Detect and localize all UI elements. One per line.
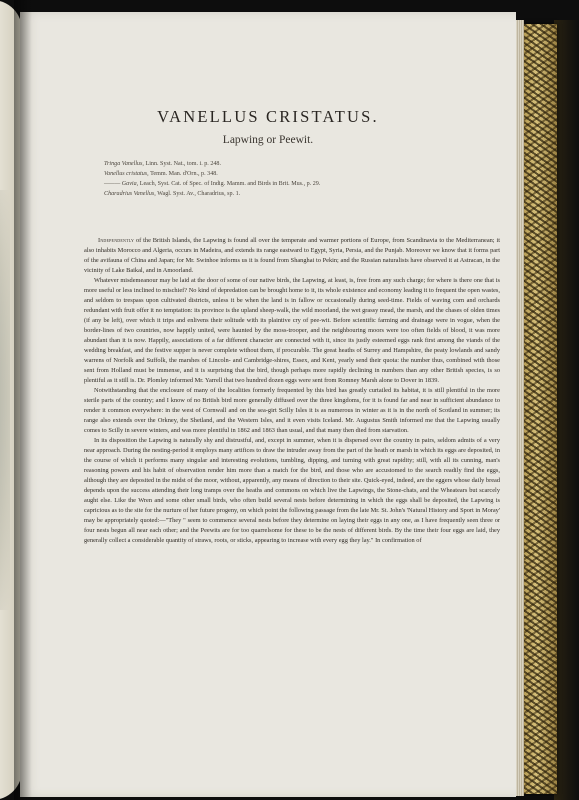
synonym-entry <box>104 160 494 170</box>
paragraph <box>84 276 500 386</box>
synonym-name: Tringa Vanellus, <box>104 161 144 167</box>
body-text <box>84 236 500 546</box>
marbled-book-edge <box>523 24 557 794</box>
synonym-reference: Leach, Syst. Cat. of Spec. of Indig. Mamm. and Birds in Brit. Mus., p. 29. <box>139 180 321 187</box>
paragraph-text: In its disposition the Lapwing is naturally shy and distrustful, and, except in summer, when it is dispersed over the country in pairs, seldom admits of a very near approach. During the nesting-period it employs many artifices to draw the intruder away from the part of the heath or marsh in which its eggs are deposited, in the course of which it performs many singular and interesting evolutions, tumbling, dipping, and turning with great rapidity; still, with all its cunning, man's reasoning powers and his habit of observation render him more than a match for the bird, and those who are accustomed to the search readily find the eggs, although they are deposited in the midst of the moor, without, apparently, any means of direction to their site. Quick-eyed, indeed, are the eggers whose daily bread depends upon the success attending their long tramps over the heaths and commons on which live the Lapwings, the Stone-chats, and the Wheatears but scarcely aught else. Like the Wren and some other small birds, who often build several nests before determining in which the eggs shall be deposited, the Lapwing is capricious as to the site for the nurture of her future progeny, on which point the following passage from the late Mr. St. John's 'Natural History and Sport in Moray' may be appropriately quoted:—"They " seem to commence several nests before they determine on laying their eggs in any one, as I have frequently seen three or four nests begun all near each other; and the Peewits are for too quarrelsome for these to be the nests of different birds. By the time their four eggs are laid, they generally collect a considerable quantity of straws, roots, or sticks, appearing to increase with every egg they lay." In confirmation of <box>84 437 500 545</box>
paragraph-text: Whatever misdemeanour may be laid at the door of some of our native birds, the Lapwing, at least, is, free from any such charge; for where is there one that is more useful or less inclined to mischief? No kind of depredation can be brought home to it, its whole existence and economy leading it to frequent the open wastes, and seldom to trespass upon cultivated districts, unless it be when the land is in fallow or occasionally during seed-time. Fields of waving corn and orchards redundant with fruit offer it no temptation: its province is the upland sheep-walk, the wild moorland, the wet grassy mead, the marsh, and the chases of olden times (if any be left), over which it trips and enlivens their solitude with its plaintive cry of pee-wit. Before scientific farming and drainage were in vogue, when the border-lines of two countries, now happily united, were haunted by the moss-trooper, and the neighbouring moors were too often fields of blood, it was more abundant than it is now. Happily, associations of a far different character are connected with it, since its justly esteemed eggs rank first among the viands of the wedding breakfast, and the festive supper is never complete without them, if procurable. The great heaths of Surrey and Hampshire, the peaty lowlands and sandy warrens of Norfolk and Suffolk, the marshes of Lincoln- and Cambridge-shires, Essex, and Kent, yearly send their quota: the number thus, combined with those sent from Holland must be immense, and it is surprising that the bird, though perhaps more rapidly declining in numbers than any other British species, is so plentiful as it still is. Dr. Plomley informed Mr. Yarrell that two hundred dozen eggs were sent from Romney Marsh alone to Dover in 1839. <box>84 277 500 385</box>
opposite-plate-illustration <box>0 190 10 610</box>
text-page <box>20 12 516 797</box>
synonym-entry <box>104 190 494 200</box>
synonym-entry <box>104 170 494 180</box>
synonym-reference: Linn. Syst. Nat., tom. i. p. 248. <box>145 161 221 167</box>
binding-gutter-shadow <box>14 0 32 800</box>
paragraph-lead-word: Independently <box>98 237 135 244</box>
paragraph-text: of the British Islands, the Lapwing is found all over the temperate and warmer portions of Europe, from Scandinavia to the Mediterranean; it also inhabits Morocco and Algeria, occurs in Madeira, and extends its range eastward to Egypt, Syria, Persia, and the Punjab. Moreover we know that it forms part of the avifauna of China and Japan; for Mr. Swinhoe informs us it is found from Shanghai to Pekin; and the Russian naturalists have observed it at Astracan, in the vicinity of Lake Baikal, and in Amoorland. <box>84 237 500 275</box>
synonym-entry <box>104 180 494 190</box>
paragraph <box>84 236 500 276</box>
synonymy-list <box>104 160 494 200</box>
paragraph <box>84 386 500 436</box>
synonym-name: Charadrius Vanellus, <box>104 190 156 197</box>
common-name: Lapwing or Peewit. <box>222 134 314 146</box>
book-edge-shadow <box>554 20 579 800</box>
synonym-reference: Temm. Man. d'Orn., p. 348. <box>150 170 218 177</box>
synonym-name: Vanellus cristatus, <box>104 170 149 177</box>
species-title: VANELLUS CRISTATUS. <box>157 107 379 126</box>
synonym-name: ——— Gavia, <box>104 180 139 187</box>
paragraph <box>84 436 500 546</box>
paragraph-text: Notwithstanding that the enclosure of many of the localities formerly frequented by this bird has greatly curtailed its habitat, it is still plentiful in the more sterile parts of the country; and I know of no British bird more generally diffused over the three kingdoms, for it is found far and near in sufficient abundance to render it common everywhere: in the west of Cornwall and on the sea-girt Scilly Isles it is as numerous in winter as it is in the north of Scotland in summer; its range also extends over the Orkney, the Shetland, and the Western Isles, and it even visits Iceland. Mr. Augustus Smith informed me that the Lapwing usually comes to Scilly in severe winters, and was more plentiful in 1862 and 1863 than usual, and that many then died from starvation. <box>84 387 500 435</box>
synonym-reference: Wagl. Syst. Av., Charadrius, sp. 1. <box>157 190 241 197</box>
